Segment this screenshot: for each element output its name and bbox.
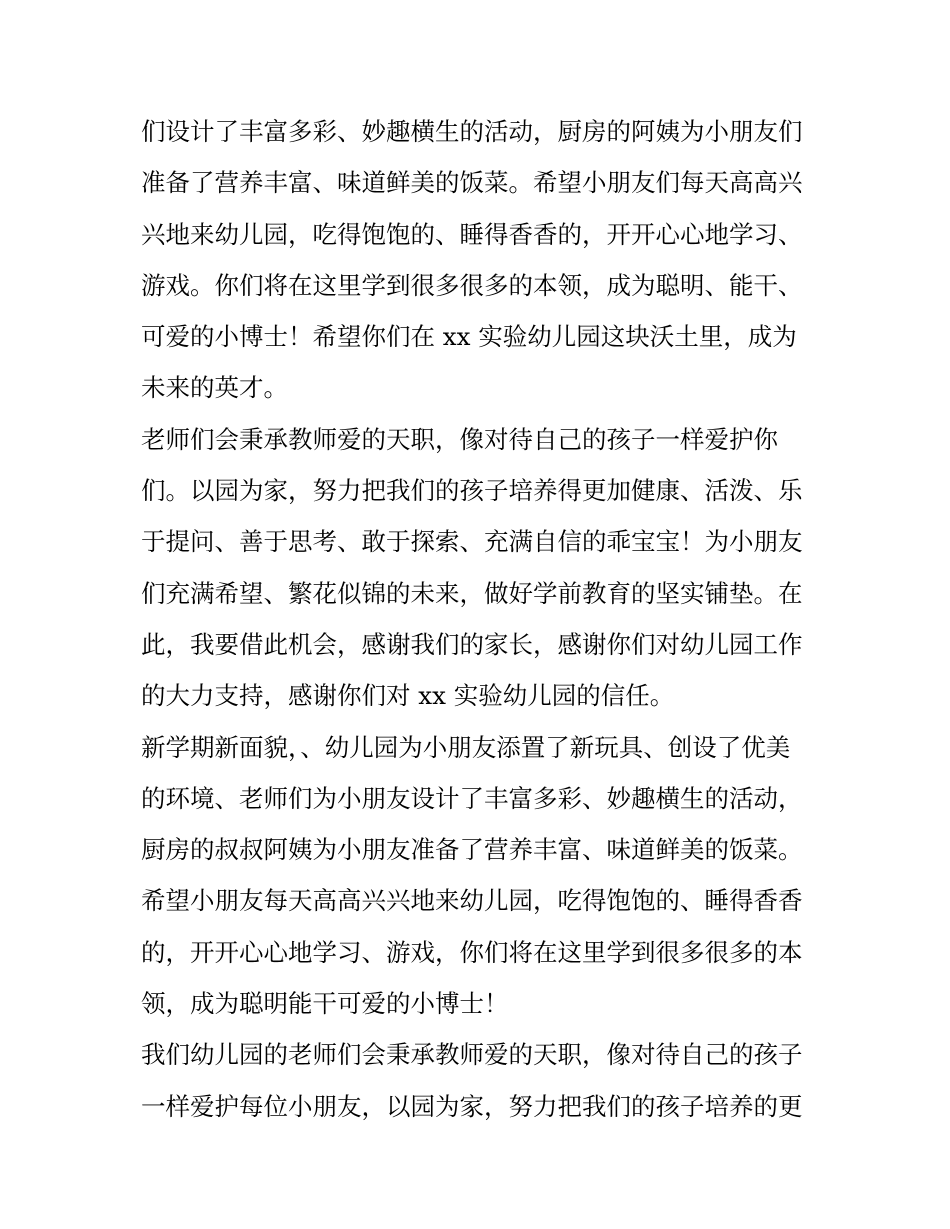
text-line: 我们幼儿园的老师们会秉承教师爱的天职，像对待自己的孩子 [141, 1040, 803, 1070]
text-line: 此，我要借此机会，感谢我们的家长，感谢你们对幼儿园工作 [141, 629, 803, 659]
text-line: 可爱的小博士！希望你们在 xx 实验幼儿园这块沃土里，成为 [141, 322, 797, 352]
text-line: 们。以园为家，努力把我们的孩子培养得更加健康、活泼、乐 [141, 476, 803, 506]
text-line: 于提问、善于思考、敢于探索、充满自信的乖宝宝！为小朋友 [141, 527, 803, 557]
text-line: 们充满希望、繁花似锦的未来，做好学前教育的坚实铺垫。在 [141, 578, 803, 608]
text-line: 游戏。你们将在这里学到很多很多的本领，成为聪明、能干、 [141, 270, 803, 300]
text-line: 新学期新面貌，、幼儿园为小朋友添置了新玩具、创设了优美 [141, 732, 791, 762]
text-line: 兴地来幼儿园，吃得饱饱的、睡得香香的，开开心心地学习、 [141, 219, 803, 249]
text-line: 希望小朋友每天高高兴兴地来幼儿园，吃得饱饱的、睡得香香 [141, 886, 803, 916]
text-line: 的大力支持，感谢你们对 xx 实验幼儿园的信任。 [141, 681, 675, 711]
text-line: 厨房的叔叔阿姨为小朋友准备了营养丰富、味道鲜美的饭菜。 [141, 835, 803, 865]
document-body [141, 106, 821, 1132]
text-line: 老师们会秉承教师爱的天职，像对待自己的孩子一样爱护你 [141, 424, 778, 454]
text-line: 未来的英才。 [141, 373, 288, 403]
text-line: 准备了营养丰富、味道鲜美的饭菜。希望小朋友们每天高高兴 [141, 168, 803, 198]
text-line: 们设计了丰富多彩、妙趣横生的活动，厨房的阿姨为小朋友们 [141, 117, 803, 146]
text-line: 一样爱护每位小朋友，以园为家，努力把我们的孩子培养的更 [141, 1091, 803, 1121]
text-line: 的环境、老师们为小朋友设计了丰富多彩、妙趣横生的活动， [141, 783, 803, 813]
text-line: 领，成为聪明能干可爱的小博士！ [141, 989, 509, 1019]
text-line: 的，开开心心地学习、游戏，你们将在这里学到很多很多的本 [141, 937, 803, 967]
